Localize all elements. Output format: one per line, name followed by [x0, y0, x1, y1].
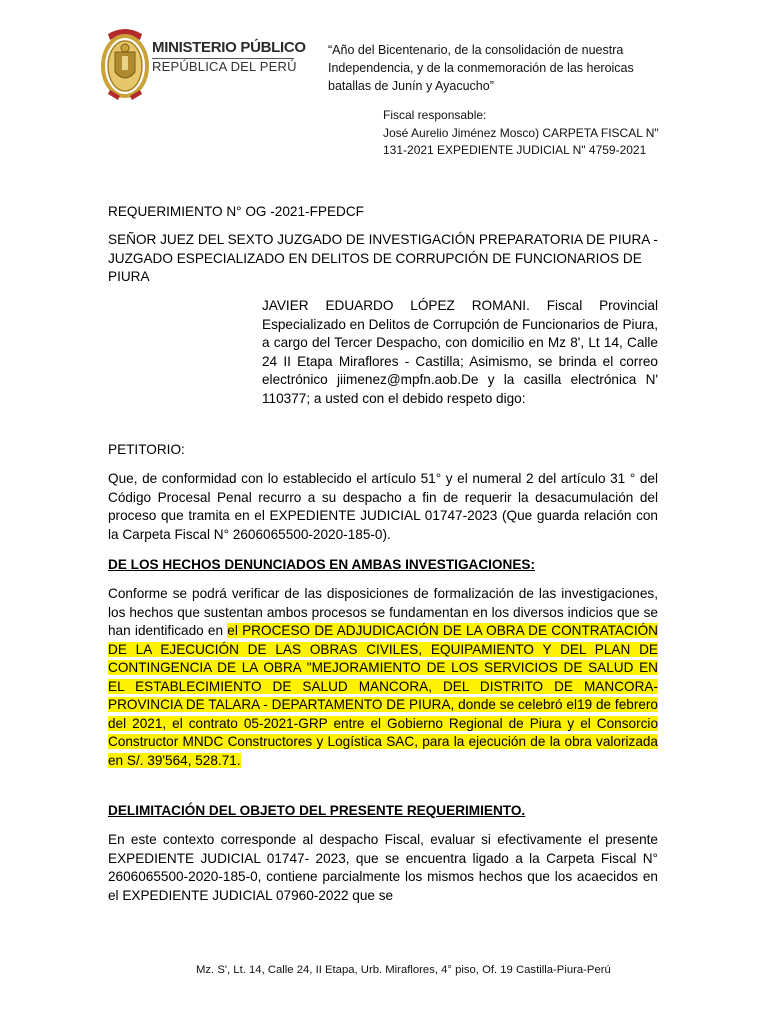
section-facts-text: Conforme se podrá verificar de las disposiciones de formalización de las investigaciones, los hechos que sustentan ambos procesos se fundamentan en los diversos indicios que se han identificado en	[108, 586, 658, 638]
petitorio-heading: PETITORIO:	[108, 442, 185, 457]
footer-address: Mz. S', Lt. 14, Calle 24, II Etapa, Urb. Miraflores, 4° piso, Of. 19 Castilla-Piura-Perú	[196, 964, 611, 976]
section-object-heading: DELIMITACIÓN DEL OBJETO DEL PRESENTE REQUERIMIENTO.	[108, 803, 526, 818]
requirement-title: REQUERIMIENTO N° OG -2021-FPEDCF	[108, 204, 364, 219]
year-motto: “Año del Bicentenario, de la consolidación de nuestra Independencia, y de la conmemoración de las heroicas batallas de Junín y Ayacucho”	[328, 43, 634, 93]
section-facts-heading: DE LOS HECHOS DENUNCIADOS EN AMBAS INVESTIGACIONES:	[108, 557, 535, 572]
section-object-paragraph: En este contexto corresponde al despacho Fiscal, evaluar si efectivamente el presente EXPEDIENTE JUDICIAL 01747- 2023, que se encuentra ligado a la Carpeta Fiscal N° 2606065500-2020-185-0, contiene parcialmente los mismos hechos que los acaecidos en el EXPEDIENTE JUDICIAL 07960-2022 que se	[108, 832, 658, 903]
institution-name: MINISTERIO PÚBLICO	[152, 39, 306, 56]
fiscal-detail: José Aurelio Jiménez Mosco) CARPETA FISCAL N" 131-2021 EXPEDIENTE JUDICIAL N" 4759-2021	[383, 125, 659, 157]
ministerio-publico-seal-icon	[100, 24, 150, 102]
addressee: SEÑOR JUEZ DEL SEXTO JUZGADO DE INVESTIGACIÓN PREPARATORIA DE PIURA - JUZGADO ESPECIALIZADO EN DELITOS DE CORRUPCIÓN DE FUNCIONARIOS DE PIURA	[108, 232, 658, 284]
institution-subtitle: REPÚBLICA DEL PERÚ	[152, 59, 297, 74]
fiscal-responsible-block	[383, 107, 673, 160]
fiscal-label: Fiscal responsable:	[383, 108, 487, 122]
section-facts-paragraph	[108, 585, 658, 770]
petitorio-paragraph: Que, de conformidad con lo establecido el artículo 51° y el numeral 2 del artículo 31 ° del Código Procesal Penal recurro a su despacho a fin de requerir la desacumulación del proceso que tramita en el EXPEDIENTE JUDICIAL 01747-2023 (Que guarda relación con la Carpeta Fiscal N° 2606065500-2020-185-0).	[108, 471, 658, 542]
highlighted-text: el PROCESO DE ADJUDICACIÓN DE LA OBRA DE CONTRATACIÓN DE LA EJECUCIÓN DE LAS OBRAS CIVILES, EQUIPAMIENTO Y DEL PLAN DE CONTINGENCIA DE LA OBRA "MEJORAMIENTO DE LOS SERVICIOS DE SALUD EN EL ESTABLECIMIENTO DE SALUD MANCORA, DEL DISTRITO DE MANCORA- PROVINCIA DE TALARA - DEPARTAMENTO DE PIURA, donde se celebró el19 de febrero del 2021, el contrato 05-2021-GRP entre el Gobierno Regional de Piura y el Consorcio Constructor MNDC Constructores y Logística SAC, para la ejecución de la obra valorizada en S/. 39'564, 528.71.	[108, 623, 658, 768]
intro-paragraph: JAVIER EDUARDO LÓPEZ ROMANI. Fiscal Provincial Especializado en Delitos de Corrupción de Funcionarios de Piura, a cargo del Tercer Despacho, con domicilio en Mz 8', Lt 14, Calle 24 II Etapa Miraflores - Castilla; Asimismo, se brinda el correo electrónico jiimenez@mpfn.aob.De y la casilla electrónica N' 110377; a usted con el debido respeto digo:	[262, 298, 658, 406]
institution-logo	[100, 24, 306, 102]
